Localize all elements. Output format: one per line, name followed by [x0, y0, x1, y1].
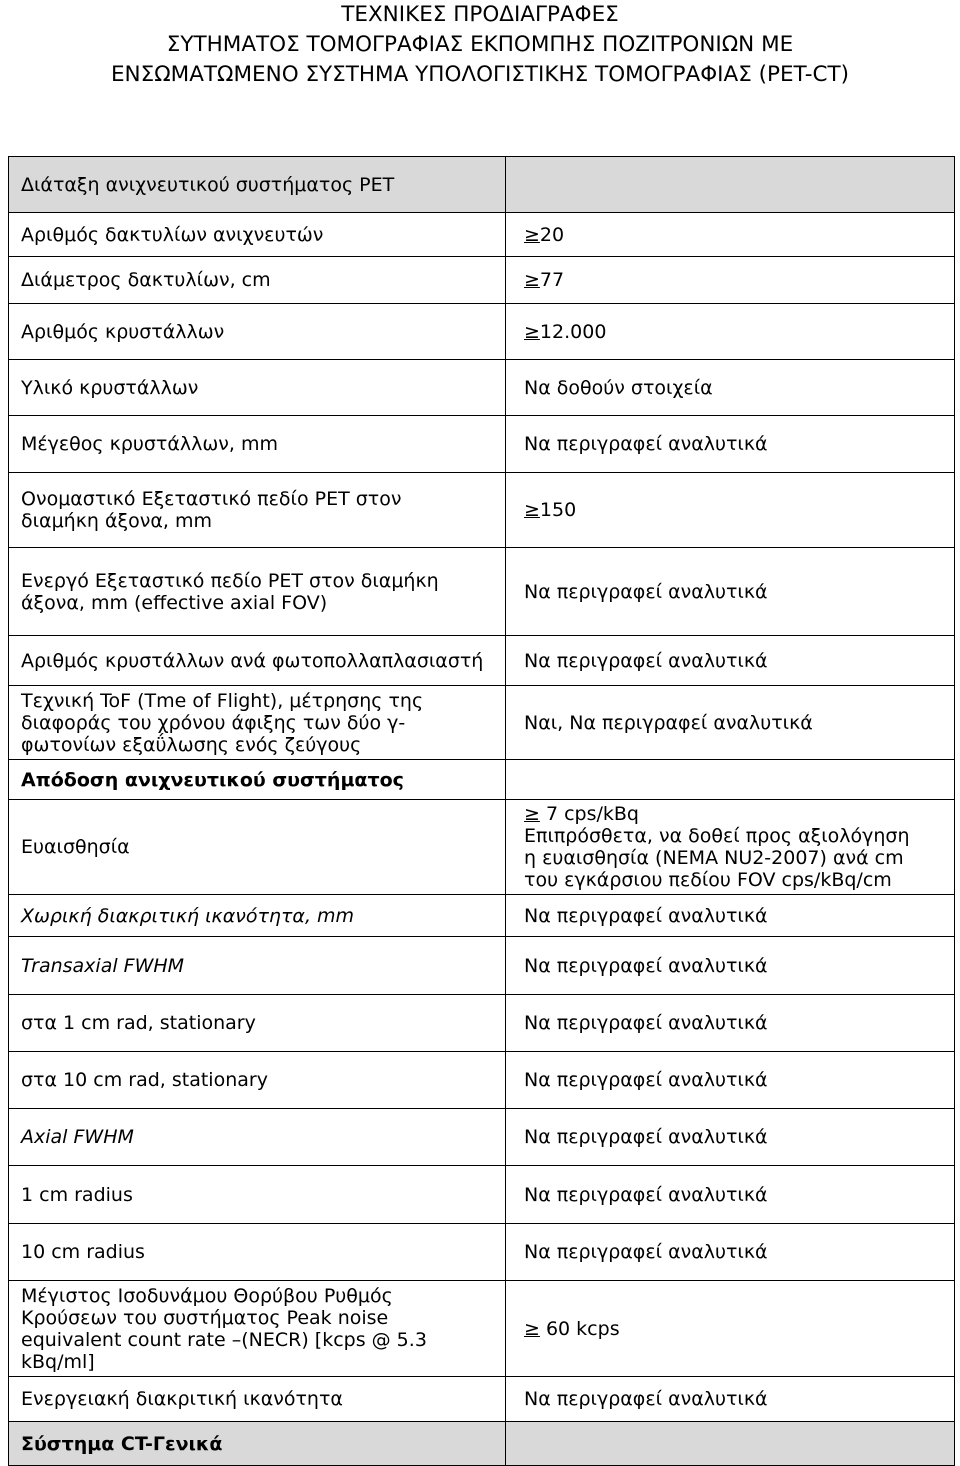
spec-value: Να περιγραφεί αναλυτικά [506, 1166, 955, 1224]
table-row [9, 213, 955, 257]
title-line-2: ΣΥΤΗΜΑΤΟΣ ΤΟΜΟΓΡΑΦΙΑΣ ΕΚΠΟΜΠΗΣ ΠΟΖΙΤΡΟΝΙΩΝ ΜΕ [166, 32, 794, 57]
spec-label: Αριθμός κρυστάλλων [9, 304, 506, 360]
spec-value: Να δοθούν στοιχεία [506, 360, 955, 416]
title-line-3: ΕΝΣΩΜΑΤΩΜΕΝΟ ΣΥΣΤΗΜΑ ΥΠΟΛΟΓΙΣΤΙΚΗΣ ΤΟΜΟΓΡΑΦΙΑΣ (PET-CT) [110, 62, 850, 87]
table-row [9, 1052, 955, 1109]
spec-value: Να περιγραφεί αναλυτικά [506, 995, 955, 1052]
spec-label: στα 1 cm rad, stationary [9, 995, 506, 1052]
spec-label: Axial FWHM [9, 1109, 506, 1166]
spec-label: 10 cm radius [9, 1224, 506, 1281]
table-row [9, 800, 955, 895]
table-row [9, 416, 955, 473]
spec-label: Υλικό κρυστάλλων [9, 360, 506, 416]
table-row [9, 257, 955, 304]
spec-label: Χωρική διακριτική ικανότητα, mm [9, 895, 506, 937]
spec-value: Να περιγραφεί αναλυτικά [506, 416, 955, 473]
table-row [9, 548, 955, 636]
section-title-performance: Απόδοση ανιχνευτικού συστήματος [9, 760, 506, 800]
spec-label: Διάμετρος δακτυλίων, cm [9, 257, 506, 304]
spec-label: Αριθμός δακτυλίων ανιχνευτών [9, 213, 506, 257]
spec-label: 1 cm radius [9, 1166, 506, 1224]
spec-label: Ονομαστικό Εξεταστικό πεδίο PET στον διαμήκη άξονα, mm [9, 473, 506, 548]
spec-label: Ενεργειακή διακριτική ικανότητα [9, 1377, 506, 1422]
table-row [9, 1281, 955, 1377]
spec-label: Αριθμός κρυστάλλων ανά φωτοπολλαπλασιαστή [9, 636, 506, 686]
spec-value: ≥150 [506, 473, 955, 548]
spec-label: Μέγιστος Ισοδυνάμου Θορύβου Ρυθμός Κρούσεων του συστήματος Peak noise equivalent count rate –(NECR) [kcps @ 5.3 kBq/ml] [9, 1281, 506, 1377]
spec-label: Ευαισθησία [9, 800, 506, 895]
table-row [9, 937, 955, 995]
table-row [9, 636, 955, 686]
table-row [9, 995, 955, 1052]
table-row [9, 895, 955, 937]
section-row [9, 760, 955, 800]
document-title [0, 0, 960, 90]
spec-value: Να περιγραφεί αναλυτικά [506, 636, 955, 686]
spec-label: Ενεργό Εξεταστικό πεδίο PET στον διαμήκη άξονα, mm (effective axial FOV) [9, 548, 506, 636]
section-title-ct-general: Σύστημα CT-Γενικά [9, 1422, 506, 1466]
table-row [9, 1224, 955, 1281]
spec-value: Να περιγραφεί αναλυτικά [506, 895, 955, 937]
spec-value: ≥ 60 kcps [506, 1281, 955, 1377]
table-row [9, 304, 955, 360]
spec-value: Να περιγραφεί αναλυτικά [506, 1052, 955, 1109]
spec-label: στα 10 cm rad, stationary [9, 1052, 506, 1109]
spec-value: ≥ 7 cps/kBq Επιπρόσθετα, να δοθεί προς αξιολόγηση η ευαισθησία (NEMA NU2-2007) ανά cm του εγκάρσιου πεδίου FOV cps/kBq/cm [506, 800, 955, 895]
section-title-pet-layout: Διάταξη ανιχνευτικού συστήματος PET [9, 157, 506, 213]
section-row [9, 1422, 955, 1466]
spec-value: Να περιγραφεί αναλυτικά [506, 1109, 955, 1166]
spec-value: Να περιγραφεί αναλυτικά [506, 548, 955, 636]
section-row [9, 157, 955, 213]
spec-label: Τεχνική ToF (Tme of Flight), μέτρησης της διαφοράς του χρόνου άφιξης των δύο γ- φωτονίων εξαΰλωσης ενός ζεύγους [9, 686, 506, 760]
table-row [9, 1377, 955, 1422]
table-row [9, 1109, 955, 1166]
spec-value: Να περιγραφεί αναλυτικά [506, 1377, 955, 1422]
spec-label: Transaxial FWHM [9, 937, 506, 995]
spec-value: Να περιγραφεί αναλυτικά [506, 937, 955, 995]
spec-value: ≥20 [506, 213, 955, 257]
table-row [9, 686, 955, 760]
table-row [9, 1166, 955, 1224]
table-row [9, 473, 955, 548]
spec-value: Ναι, Να περιγραφεί αναλυτικά [506, 686, 955, 760]
spec-value: ≥12.000 [506, 304, 955, 360]
spec-value: Να περιγραφεί αναλυτικά [506, 1224, 955, 1281]
spec-table [8, 156, 955, 1466]
table-row [9, 360, 955, 416]
spec-label: Μέγεθος κρυστάλλων, mm [9, 416, 506, 473]
title-line-1: ΤΕΧΝΙΚΕΣ ΠΡΟΔΙΑΓΡΑΦΕΣ [341, 2, 619, 27]
spec-value: ≥77 [506, 257, 955, 304]
